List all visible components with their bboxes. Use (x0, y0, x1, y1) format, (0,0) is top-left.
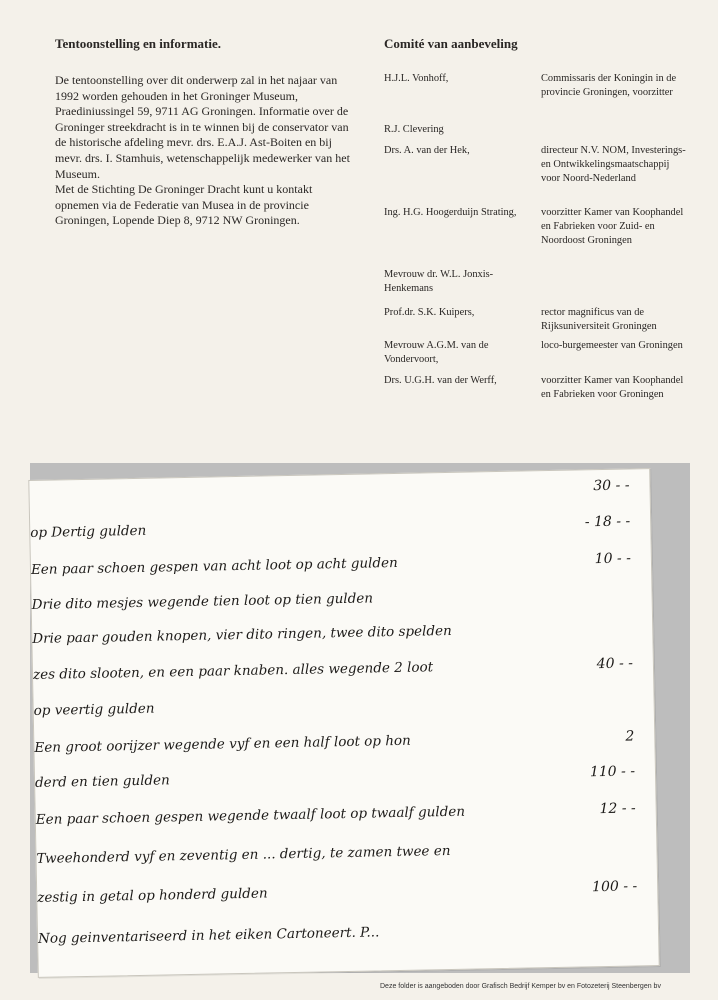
manuscript-line (36, 800, 636, 834)
committee-heading: Comité van aanbeveling (384, 36, 518, 51)
sponsor-credit: Deze folder is aangeboden door Grafisch Bedrijf Kemper bv en Fotozeterij Steenbergen bv (380, 983, 661, 990)
manuscript-line-text: Nog geinventariseerd in het eiken Cartoneert. P... (37, 924, 380, 947)
manuscript-line-text: Drie paar gouden knopen, vier dito ringen, twee dito spelden (32, 622, 452, 647)
manuscript-line-amount: 30 - - (593, 477, 630, 495)
manuscript-line-text: op veertig gulden (33, 700, 155, 719)
manuscript-line-amount: 100 - - (591, 878, 638, 896)
info-section (55, 36, 355, 229)
manuscript-line-text: op Dertig gulden (30, 522, 147, 541)
manuscript-line (31, 550, 631, 584)
member-name: Drs. A. van der Hek, (384, 145, 470, 156)
manuscript-line (37, 878, 637, 912)
member-role: rector magnificus van de Rijksuniversiteit Groningen (541, 307, 657, 332)
manuscript-line-text: Een paar schoen gespen wegende twaalf loot op twaalf gulden (35, 803, 466, 828)
committee-section (384, 36, 686, 400)
info-paragraph-2: Met de Stichting De Groninger Dracht kunt u kontakt opnemen via de Federatie van Musea in de provincie Groningen, Lopende Diep 8, 9712 NW Groningen. (55, 182, 313, 228)
manuscript-line (32, 585, 632, 619)
manuscript-line (38, 919, 638, 953)
member-name: R.J. Clevering (384, 124, 444, 135)
manuscript-line-text: zestig in getal op honderd gulden (37, 885, 268, 906)
member-name: Mevrouw dr. W.L. Jonxis-Henkemans (384, 269, 494, 294)
manuscript-line-text: Drie dito mesjes wegende tien loot op tien gulden (31, 590, 374, 613)
manuscript-line-text: Een paar schoen gespen van acht loot op acht gulden (30, 554, 398, 578)
manuscript-line-text: zes dito slooten, en een paar knaben. alles wegende 2 loot (32, 659, 434, 683)
member-role: voorzitter Kamer van Koophandel en Fabrieken voor Groningen (541, 375, 684, 400)
member-name: Ing. H.G. Hoogerduijn Strating, (384, 207, 517, 218)
manuscript-line (29, 477, 629, 511)
manuscript-line-amount: 110 - - (589, 763, 636, 781)
manuscript-line-text: Tweehonderd vyf en zeventig en ... dertig, te zamen twee en (36, 842, 451, 867)
member-name: Drs. U.G.H. van der Werff, (384, 375, 497, 386)
manuscript-line-amount: 12 - - (599, 800, 636, 818)
manuscript-line (34, 691, 634, 725)
member-name: Mevrouw A.G.M. van de Vondervoort, (384, 340, 489, 365)
manuscript-line-amount: 2 (625, 728, 635, 745)
manuscript-card (28, 468, 659, 978)
info-heading: Tentoonstelling en informatie. (55, 36, 221, 51)
info-paragraph-1: De tentoonstelling over dit onderwerp zal in het najaar van 1992 worden gehouden in het Groninger Museum, Praediniussingel 59, 9711 AG Groningen. Informatie over de Groninger streekdracht is in te winnen bij de conservator van de historische afdeling mevr. drs. E.A.J. Ast-Boiten en bij mevr. drs. I. Stamhuis, wetenschappelijk medewerker van het Museum. (55, 73, 350, 181)
manuscript-line-amount: - 18 - - (584, 513, 631, 531)
member-name: Prof.dr. S.K. Kuipers, (384, 307, 475, 318)
manuscript-line-amount: 10 - - (594, 550, 632, 568)
member-role: loco-burgemeester van Groningen (541, 340, 683, 351)
member-role: directeur N.V. NOM, Investerings- en Ontwikkelingsmaatschappij voor Noord-Nederland (541, 145, 686, 184)
manuscript-line (36, 839, 636, 873)
manuscript-line-amount: 40 - - (596, 655, 634, 673)
manuscript-line-text: Een groot oorijzer wegende vyf en een half loot op hon (34, 732, 411, 756)
manuscript-line-text: derd en tien gulden (34, 772, 170, 791)
manuscript-line (34, 728, 634, 762)
member-role: voorzitter Kamer van Koophandel en Fabrieken voor Zuid- en Noordoost Groningen (541, 207, 684, 246)
manuscript-line (33, 655, 633, 689)
manuscript-line (35, 763, 635, 797)
member-role: Commissaris der Koningin in de provincie Groningen, voorzitter (541, 73, 677, 98)
manuscript-line (32, 619, 632, 653)
manuscript-line (30, 513, 630, 547)
member-name: H.J.L. Vonhoff, (384, 73, 449, 84)
